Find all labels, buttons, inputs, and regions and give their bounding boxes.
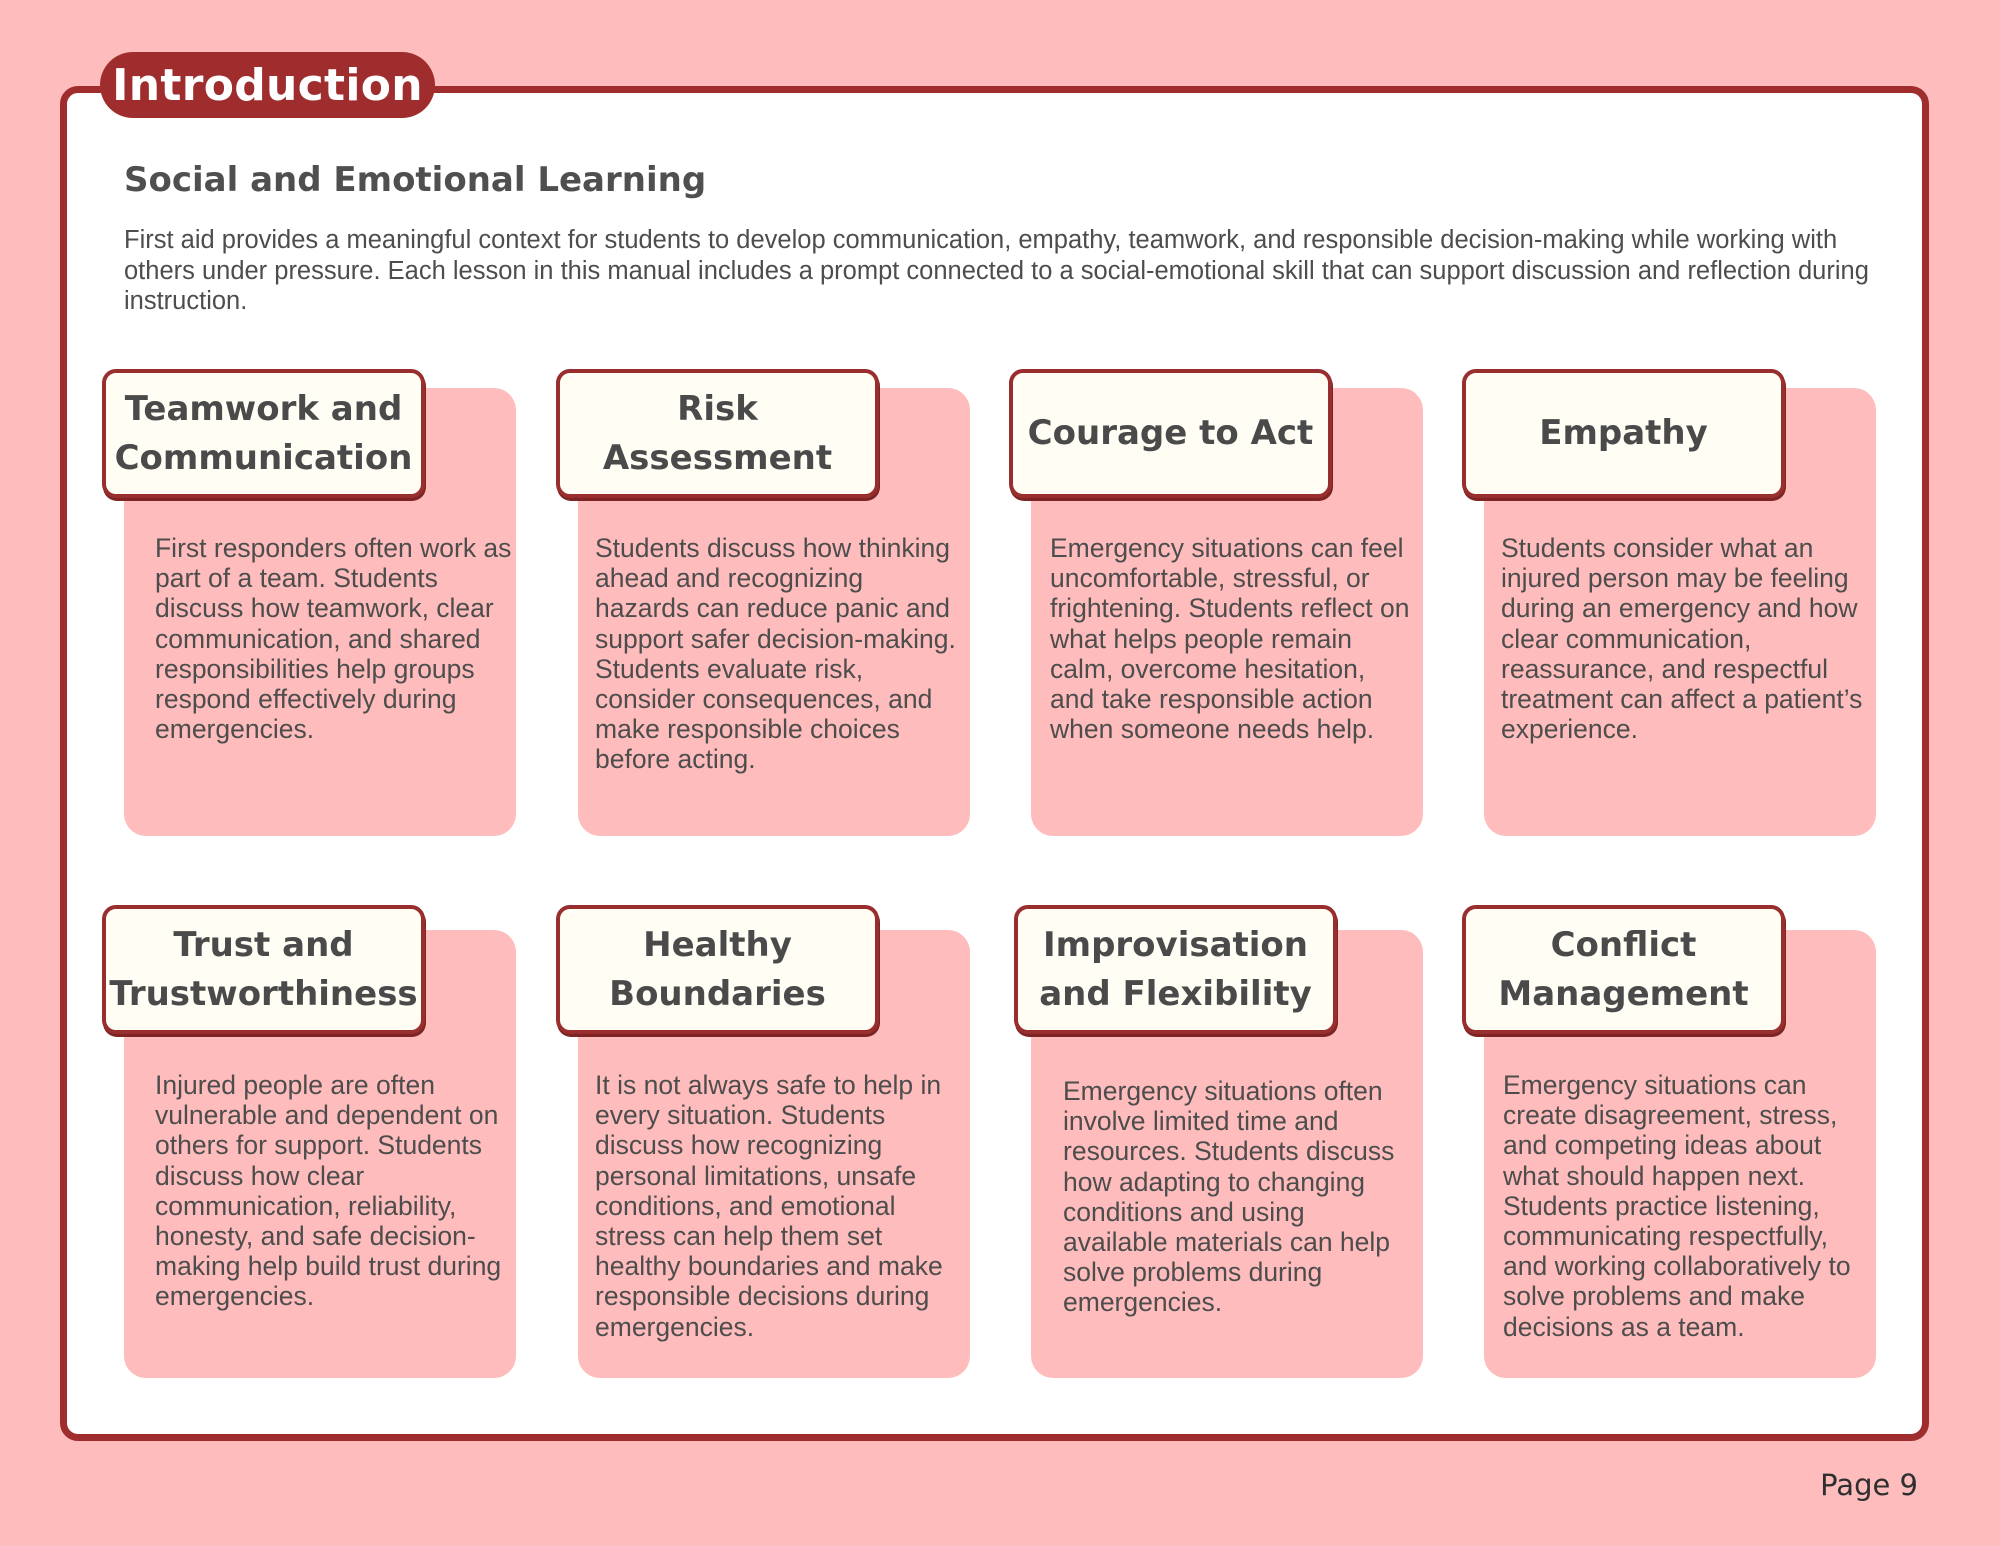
skill-card-body: First responders often work as part of a team. Students discuss how teamwork, clear communication, and shared responsibilities help groups respond effectively during emergencies. [155,533,512,745]
skill-card-body: Emergency situations can feel uncomfortable, stressful, or frightening. Students reflect on what helps people remain calm, overcome hesitation, and take responsible action when someone needs help. [1050,533,1410,745]
skill-card-title: Trust and Trustworthiness [102,905,425,1034]
skill-card-body: Injured people are often vulnerable and dependent on others for support. Students discuss how clear communication, reliability, honesty, and safe decision-making help build trust during emergencies. [155,1070,502,1312]
skill-card-title: Healthy Boundaries [556,905,879,1034]
skill-card-title: Improvisation and Flexibility [1014,905,1337,1034]
page-heading: Social and Emotional Learning [124,160,707,200]
skill-card-body: Emergency situations often involve limited time and resources. Students discuss how adapting to changing conditions and using available materials can help solve problems during emergencies. [1063,1076,1395,1318]
skill-card-title: Teamwork and Communication [102,369,425,498]
skill-card-title: Empathy [1462,369,1785,498]
skill-card-body: Emergency situations can create disagreement, stress, and competing ideas about what should happen next. Students practice listening, communicating respectfully, and working collaboratively to solve problems and make decisions as a team. [1503,1070,1851,1342]
skill-card-body: It is not always safe to help in every situation. Students discuss how recognizing personal limitations, unsafe conditions, and emotional stress can help them set healthy boundaries and make responsible decisions during emergencies. [595,1070,943,1342]
skill-card-title: Conflict Management [1462,905,1785,1034]
skill-card-title: Courage to Act [1009,369,1332,498]
page-number: Page 9 [1820,1468,1918,1502]
skill-card-title: Risk Assessment [556,369,879,498]
skill-card-body: Students discuss how thinking ahead and recognizing hazards can reduce panic and support safer decision-making. Students evaluate risk, consider consequences, and make responsible choices before acting. [595,533,956,775]
intro-paragraph: First aid provides a meaningful context for students to develop communication, empathy, teamwork, and responsible decision-making while working with others under pressure. Each lesson in this manual includes a prompt connected to a social-emotional skill that can support discussion and reflection during instruction. [124,226,1869,315]
skill-card-body: Students consider what an injured person may be feeling during an emergency and how clear communication, reassurance, and respectful treatment can affect a patient’s experience. [1501,533,1863,745]
section-title-tab: Introduction [100,52,435,118]
